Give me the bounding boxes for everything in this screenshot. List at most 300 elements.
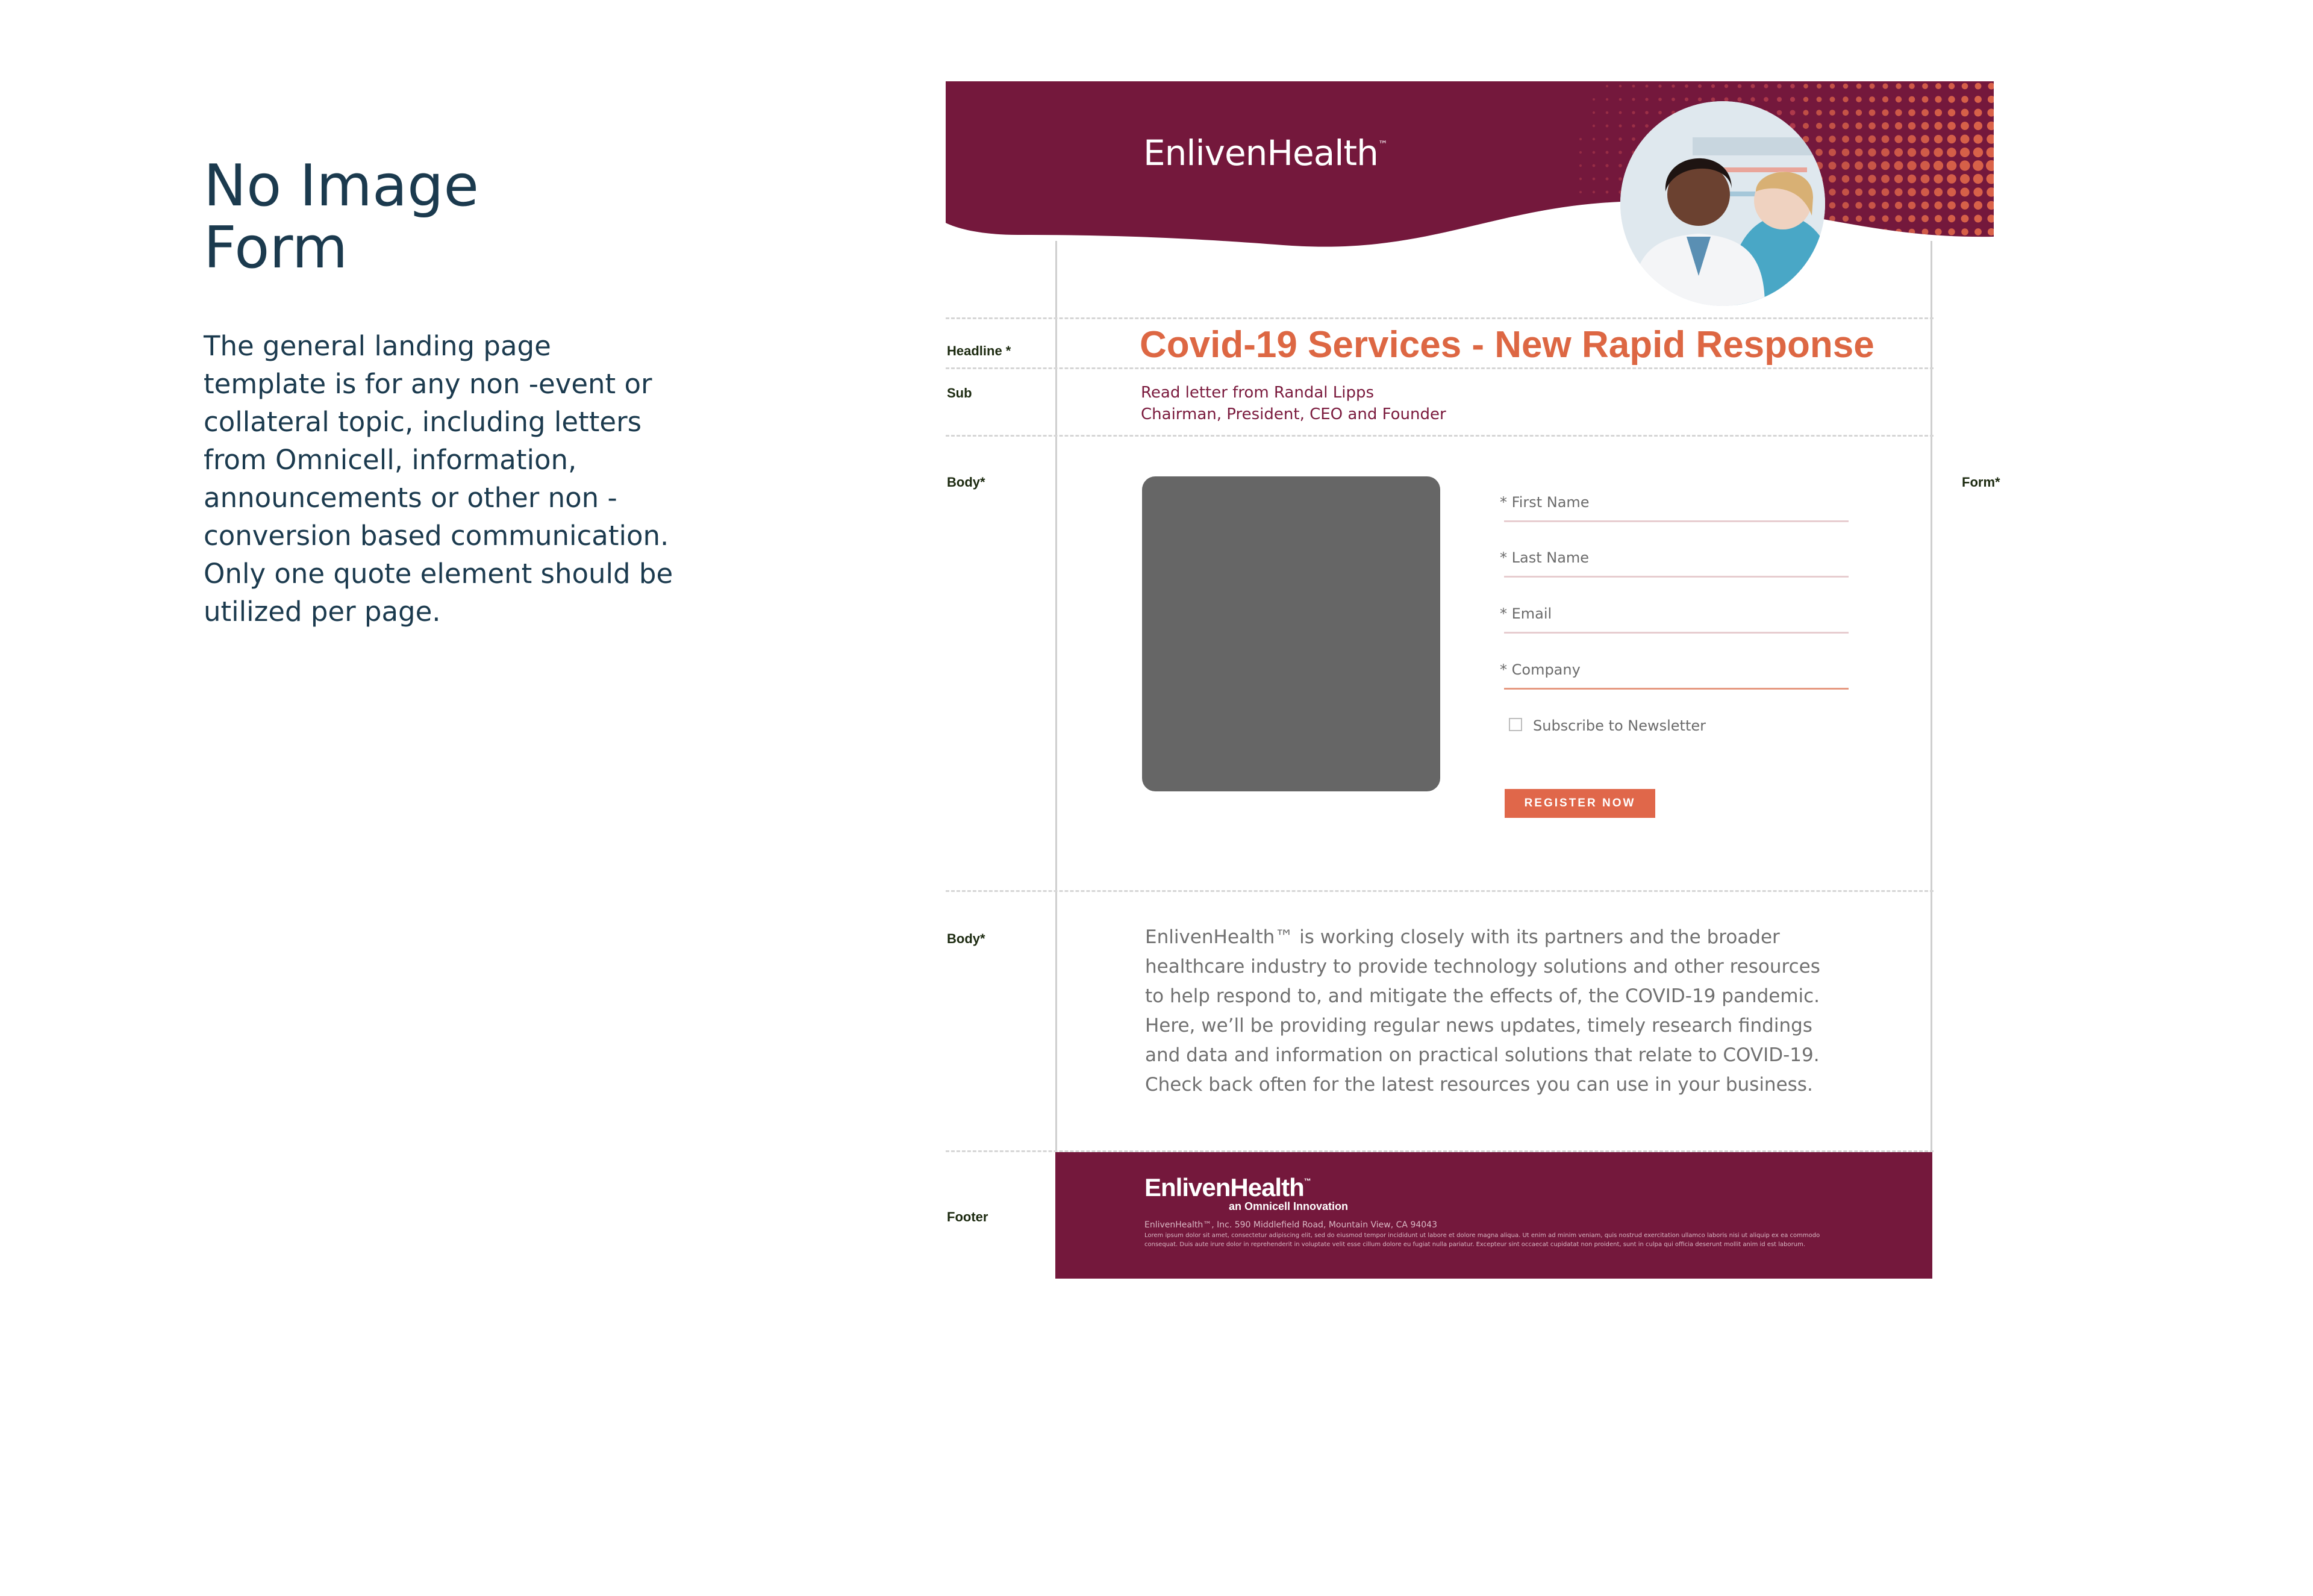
halftone-dot [1882,83,1888,89]
halftone-dot [1855,189,1862,196]
halftone-dot [1632,124,1635,127]
halftone-dot [1948,96,1955,102]
halftone-dot [1817,84,1821,89]
halftone-dot [1949,255,1954,261]
halftone-dot [1842,136,1849,143]
halftone-dot [1606,204,1609,207]
email-underline [1504,632,1849,634]
halftone-dot [1973,148,1983,157]
halftone-dot [1896,96,1902,102]
halftone-dot [1672,98,1675,101]
halftone-dot [1593,125,1595,127]
halftone-dot [1961,228,1968,235]
halftone-dot [1803,84,1808,89]
halftone-dot [1868,122,1876,129]
halftone-dot [1935,83,1941,89]
halftone-dot [1973,160,1984,171]
halftone-dot [1803,110,1808,115]
halftone-dot [1922,242,1928,248]
label-form: Form* [1962,475,2000,490]
halftone-dot [1593,178,1596,181]
halftone-dot [1921,175,1930,184]
halftone-dot [1870,243,1875,248]
halftone-dot [1777,84,1781,88]
halftone-dot [1606,178,1609,181]
halftone-dot [1579,138,1582,140]
halftone-dot [1618,151,1622,154]
halftone-dot [1593,217,1595,220]
halftone-dot [1579,151,1582,154]
halftone-dot [1658,111,1662,114]
footer-address: EnlivenHealth™, Inc. 590 Middlefield Road, Mountain View, CA 94043 [1144,1220,1437,1230]
halftone-dot [1934,161,1943,170]
halftone-dot [1882,242,1888,248]
label-footer: Footer [947,1209,988,1224]
halftone-dot [1947,135,1956,144]
header-logo-text: EnlivenHealth [1143,132,1378,173]
halftone-dot [1975,242,1982,249]
subheadline-line-1: Read letter from Randal Lipps [1141,384,1375,402]
halftone-dot [1909,242,1915,248]
guide-line [946,435,1934,437]
halftone-dot [1829,216,1835,222]
halftone-dot [1935,96,1941,102]
halftone-dot [1711,98,1715,102]
halftone-dot [1947,161,1957,171]
halftone-dot [1619,85,1622,87]
halftone-dot [1961,109,1969,117]
halftone-dot [1646,85,1649,88]
halftone-dot [1843,110,1849,116]
halftone-dot [1618,177,1622,181]
halftone-dot [1816,110,1822,116]
halftone-dot [1868,202,1876,209]
halftone-dot [1843,96,1848,102]
halftone-dot [1934,135,1943,143]
header-logo[interactable] [1143,132,1387,173]
halftone-dot [1988,255,1994,261]
halftone-dot [1870,256,1874,261]
footer [1055,1152,1932,1279]
title-line-1: No Image [204,153,479,219]
halftone-dot [1658,98,1662,101]
halftone-dot [1908,109,1915,116]
halftone-dot [1606,191,1609,194]
halftone-dot [1593,204,1595,207]
halftone-dot [1579,191,1582,193]
halftone-dot [1973,174,1983,184]
halftone-dot [1790,84,1795,89]
halftone-dot [1856,110,1862,116]
halftone-dot [1829,123,1836,129]
halftone-dot [1868,161,1876,170]
halftone-dot [1830,256,1835,261]
halftone-dot [1947,122,1956,130]
halftone-dot [1841,161,1849,169]
halftone-dot [1894,161,1903,170]
halftone-dot [1868,189,1876,196]
halftone-dot [1829,149,1836,156]
halftone-dot [1949,242,1955,248]
halftone-dot [1975,83,1982,90]
guide-line [946,367,1934,369]
halftone-dot [1961,215,1969,223]
halftone-dot [1658,84,1661,87]
halftone-dot [1618,137,1622,140]
halftone-dot [1606,244,1608,246]
halftone-dot [1645,111,1649,114]
halftone-dot [1920,161,1930,170]
halftone-dot [1869,229,1875,235]
halftone-dot [1895,109,1902,116]
halftone-dot [1895,202,1902,209]
halftone-dot [1842,175,1850,183]
halftone-dot [1882,189,1890,196]
halftone-dot [1606,111,1609,114]
halftone-dot [1935,242,1941,248]
halftone-dot [1869,216,1876,222]
halftone-dot [1895,215,1902,222]
halftone-dot [1685,98,1688,101]
halftone-dot [1908,122,1916,130]
halftone-dot [1962,255,1967,261]
halftone-dot [1606,125,1609,128]
halftone-dot [1606,217,1609,220]
halftone-dot [1894,175,1903,183]
halftone-dot [1962,242,1968,249]
halftone-dot [1959,160,1970,170]
halftone-dot [1593,151,1596,154]
halftone-dot [1935,215,1942,222]
halftone-dot [1894,148,1903,157]
halftone-dot [1974,96,1982,103]
halftone-dot [1685,84,1688,88]
halftone-dot [1909,256,1915,261]
halftone-dot [1606,151,1609,154]
halftone-dot [1947,201,1956,210]
halftone-dot [1790,97,1795,102]
halftone-dot [1856,243,1862,248]
halftone-dot [1619,244,1622,246]
halftone-dot [1593,98,1595,101]
halftone-dot [1855,149,1863,157]
header-logo-tm: ™ [1378,139,1387,150]
halftone-dot [1936,256,1941,261]
halftone-dot [1619,111,1622,114]
halftone-dot [1843,216,1849,222]
halftone-dot [1974,122,1982,130]
halftone-dot [1829,136,1835,142]
halftone-dot [1869,110,1876,116]
halftone-dot [1764,84,1768,88]
halftone-dot [1593,191,1595,193]
halftone-dot [1988,242,1994,249]
halftone-dot [1856,256,1861,261]
header-photo [1620,101,1825,306]
halftone-dot [1698,98,1702,101]
halftone-dot [1909,83,1915,89]
halftone-dot [1606,231,1608,233]
halftone-dot [1777,110,1782,116]
halftone-dot [1645,98,1648,101]
halftone-dot [1868,136,1876,143]
halftone-dot [1606,85,1608,87]
halftone-dot [1960,148,1970,157]
halftone-dot [1948,109,1955,116]
guide-line [946,317,1934,319]
halftone-dot [1830,97,1835,102]
halftone-dot [1698,84,1702,88]
halftone-dot [1868,175,1876,182]
halftone-dot [1855,136,1862,143]
halftone-dot [1881,148,1890,157]
halftone-dot [1816,136,1823,143]
halftone-dot [1948,215,1955,222]
halftone-dot [1579,178,1582,180]
halftone-dot [1817,256,1821,260]
halftone-dot [1843,229,1848,234]
subscribe-checkbox[interactable] [1509,718,1522,731]
halftone-dot [1856,84,1862,89]
headline: Covid-19 Services - New Rapid Response [1140,324,1874,366]
halftone-dot [1960,174,1970,184]
halftone-dot [1855,175,1863,183]
header-wave-shape [946,81,1994,247]
halftone-dot [1830,84,1835,89]
halftone-dot [1751,84,1755,89]
halftone-dot [1908,188,1916,196]
halftone-dot [1921,148,1930,157]
halftone-dot [1896,83,1901,89]
halftone-dot [1711,84,1715,88]
halftone-dot [1856,96,1862,102]
halftone-dot [1790,110,1796,116]
guide-line [946,890,1934,892]
subscribe-label[interactable]: Subscribe to Newsletter [1533,717,1706,734]
email-field[interactable]: * Email [1500,605,1552,622]
halftone-dot [1909,229,1915,235]
template-description: The general landing page template is for any non -event or collateral topic, including letters from Omnicell, information, announcements or other non - conversion based communication. Only one quote element should be utilized per page. [204,330,673,628]
page-title [204,155,479,279]
halftone-dot [1817,243,1821,248]
label-body-2: Body* [947,931,985,946]
halftone-dot [1606,138,1609,141]
halftone-dot [1935,228,1941,235]
halftone-dot [1829,110,1835,116]
halftone-dot [1632,85,1635,88]
halftone-dot [1961,135,1970,144]
halftone-dot [1868,148,1876,156]
halftone-dot [1882,229,1888,235]
halftone-dot [1856,216,1862,222]
halftone-dot [1949,83,1955,89]
footer-tagline: an Omnicell Innovation [1229,1200,1349,1212]
halftone-dot [1632,111,1635,114]
halftone-dot [1803,97,1809,102]
halftone-dot [1816,123,1822,129]
company-underline [1504,688,1849,690]
halftone-dot [1921,215,1929,222]
halftone-dot [1908,148,1916,157]
halftone-dot [1974,228,1982,235]
halftone-dot [1908,202,1916,210]
footer-logo-tm: ™ [1303,1177,1311,1185]
halftone-dot [1882,136,1890,143]
halftone-dot [1908,215,1915,222]
halftone-dot [1947,174,1956,184]
halftone-dot [1961,122,1969,130]
halftone-dot [1921,109,1929,116]
halftone-dot [1672,84,1675,87]
halftone-dot [1593,231,1595,233]
halftone-dot [1881,161,1890,170]
halftone-dot [1922,229,1929,235]
halftone-dot [1618,164,1622,167]
halftone-dot [1961,96,1968,103]
halftone-dot [1935,109,1942,116]
halftone-dot [1815,149,1823,156]
halftone-dot [1870,84,1875,89]
halftone-dot [1830,243,1835,248]
halftone-dot [1883,256,1888,261]
halftone-dot [1962,83,1968,90]
halftone-dot [1973,134,1982,143]
halftone-dot [1843,202,1849,209]
halftone-dot [1829,202,1836,209]
footer-logo-text: EnlivenHealth [1144,1173,1304,1202]
label-headline: Headline * [947,343,1011,358]
halftone-dot [1961,188,1970,197]
halftone-dot [1974,215,1982,223]
halftone-dot [1974,109,1982,117]
halftone-dot [1764,97,1768,102]
halftone-dot [1593,111,1595,114]
halftone-dot [1923,256,1928,261]
halftone-dot [1921,122,1929,130]
halftone-dot [1934,201,1942,209]
halftone-dot [1895,122,1902,129]
halftone-dot [1947,148,1956,157]
halftone-dot [1882,216,1889,222]
halftone-dot [1829,175,1836,182]
image-placeholder [1142,476,1440,791]
halftone-dot [1842,189,1849,196]
halftone-dot [1579,164,1582,167]
halftone-dot [1882,96,1888,102]
halftone-dot [1803,123,1809,129]
halftone-dot [1855,202,1862,208]
halftone-dot [1882,202,1889,209]
halftone-dot [1593,138,1595,140]
halftone-dot [1869,96,1875,102]
halftone-dot [1975,255,1981,261]
halftone-dot [1619,231,1622,234]
halftone-dot [1908,175,1916,183]
halftone-dot [1619,257,1622,260]
halftone-dot [1881,175,1890,183]
halftone-dot [1632,137,1635,141]
halftone-dot [1856,229,1862,235]
halftone-dot [1725,84,1728,88]
halftone-dot [1934,188,1943,196]
header-banner [946,81,1994,274]
halftone-dot [1606,98,1608,101]
halftone-dot [1882,110,1889,116]
halftone-dot [1830,229,1835,235]
footer-legal-text: Lorem ipsum dolor sit amet, consectetur adipiscing elit, sed do eiusmod tempor incididunt ut labore et dolore magna aliqua. Ut enim ad minim veniam, quis nostrud exercitation ullamco laboris nisi ut aliquip ex ea commodo consequat. Duis aute irure dolor in reprehenderit in voluptate velit esse cillum dolore eu fugiat nulla pariatur. Excepteur sint occaecat cupidatat non proident, sunt in culpa qui officia deserunt mollit anim id est laborum. [1144,1232,1820,1248]
halftone-dot [1909,96,1915,103]
register-button[interactable]: REGISTER NOW [1505,789,1655,818]
label-body: Body* [947,475,985,490]
halftone-dot [1947,188,1956,197]
halftone-dot [1843,123,1849,129]
halftone-dot [1973,187,1982,196]
footer-logo[interactable] [1144,1173,1311,1202]
halftone-dot [1907,161,1916,170]
first-name-underline [1504,520,1849,522]
halftone-dot [1922,96,1929,103]
last-name-field[interactable]: * Last Name [1500,549,1590,566]
halftone-dot [1921,135,1929,143]
halftone-dot [1974,201,1982,210]
halftone-dot [1632,98,1635,101]
halftone-dot [1894,188,1902,196]
label-sub: Sub [947,385,972,401]
halftone-dot [1842,149,1850,157]
halftone-dot [1843,84,1849,89]
halftone-dot [1921,188,1929,196]
halftone-dot [1934,122,1942,129]
body-text: EnlivenHealth™ is working closely with its partners and the broader healthcare industry to provide technology solutions and other resources to help respond to, and mitigate the effects of, the COVID-19 pandemic. Here, we’ll be providing regular news updates, timely research findings and data and information on practical solutions that relate to COVID-19. Check back often for the latest resources you can use in your business. [1145,926,1820,1096]
halftone-dot [1921,202,1929,210]
halftone-dot [1896,229,1902,235]
halftone-dot [1737,97,1741,101]
halftone-dot [1894,135,1902,143]
halftone-dot [1843,256,1848,261]
halftone-dot [1855,122,1862,129]
halftone-dot [1908,135,1916,143]
halftone-dot [1896,256,1901,261]
halftone-dot [1606,257,1608,260]
halftone-dot [1922,83,1928,89]
halftone-dot [1934,148,1943,157]
halftone-dot [1738,84,1742,89]
halftone-dot [1882,122,1889,129]
halftone-dot [1750,97,1755,101]
halftone-dot [1829,189,1835,195]
halftone-dot [1896,242,1901,248]
halftone-dot [1777,97,1782,102]
halftone-dot [1619,125,1622,128]
subheadline-line-2: Chairman, President, CEO and Founder [1141,405,1446,423]
halftone-dot [1855,161,1863,170]
halftone-dot [1593,164,1596,167]
halftone-dot [1829,162,1837,170]
halftone-dot [1605,164,1608,167]
halftone-dot [1817,97,1822,102]
first-name-field[interactable]: * First Name [1500,494,1590,511]
halftone-dot [1632,257,1635,260]
halftone-dot [1843,243,1849,248]
halftone-dot [1645,124,1649,128]
last-name-underline [1504,576,1849,578]
halftone-dot [1934,174,1943,183]
company-field[interactable]: * Company [1500,661,1581,678]
title-line-2: Form [204,215,348,281]
halftone-dot [1961,201,1969,210]
halftone-dot [1948,228,1955,235]
halftone-dot [1619,98,1622,101]
